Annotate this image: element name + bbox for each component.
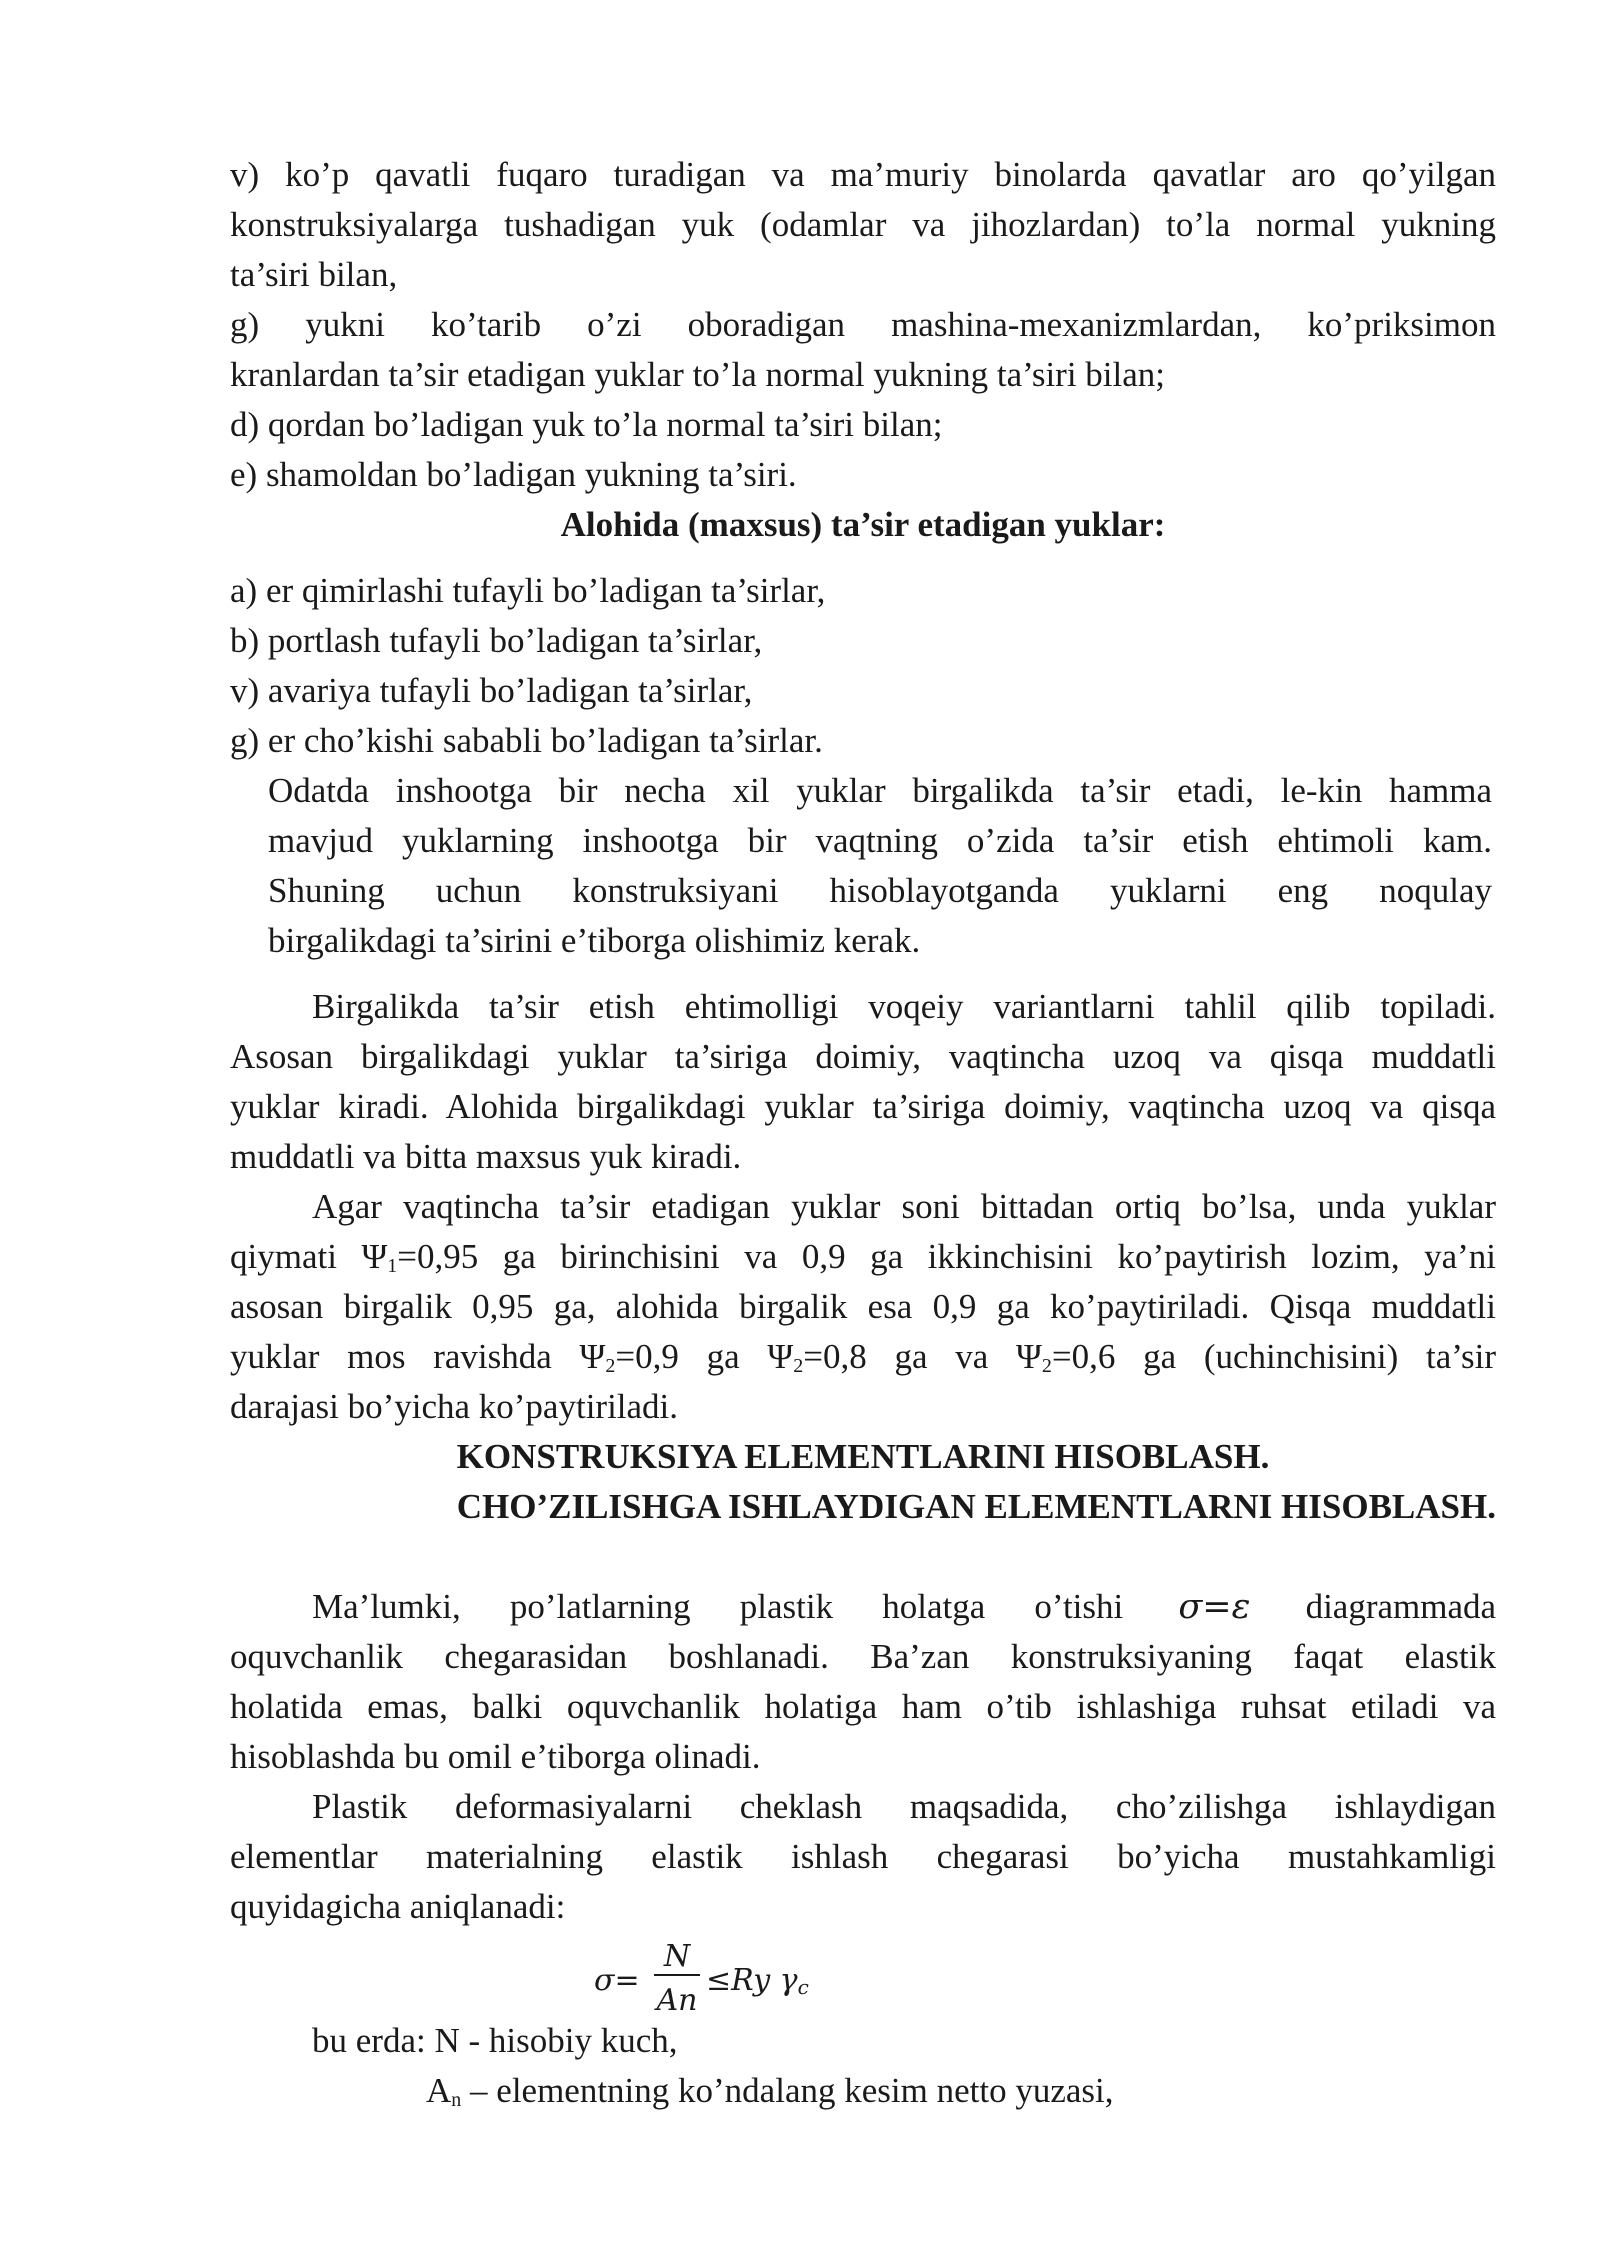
text-line: Agar vaqtincha ta’sir etadigan yuklar soni bittadan ortiq bo’lsa, unda yuklar <box>312 1187 1496 1226</box>
list-item-cont: konstruksiyalarga tushadigan yuk (odamlar va jihozlardan) to’la normal yukning <box>230 205 1496 244</box>
heading-konstruksiya: KONSTRUKSIYA ELEMENTLARINI HISOBLASH. <box>456 1437 1270 1476</box>
where-line: bu erda: N - hisobiy kuch, <box>312 2021 678 2060</box>
paragraph-plastic <box>230 1582 1496 1782</box>
text-line: elementlar materialning elastik ishlash chegarasi bo’yicha mustahkamligi <box>230 1837 1496 1876</box>
text-line: Birgalikda ta’sir etish ehtimolligi voqeiy variantlarni tahlil qilib topiladi. <box>312 987 1496 1026</box>
list-item-cont: kranlardan ta’sir etadigan yuklar to’la normal yukning ta’siri bilan; <box>230 355 1166 394</box>
text-span: =0,95 ga birinchisini va 0,9 ga ikkinchisini ko’paytirish lozim, ya’ni <box>397 1237 1496 1276</box>
text-line: birgalikdagi ta’sirini e’tiborga olishimiz kerak. <box>268 921 921 960</box>
text-line: mavjud yuklarning inshootga bir vaqtning o’zida ta’sir etish ehtimoli kam. <box>268 821 1492 860</box>
an-line <box>230 2066 1496 2116</box>
list-item-cont: ta’siri bilan, <box>230 255 398 294</box>
subscript: 1 <box>387 1255 398 1277</box>
list-item: b) portlash tufayli bo’ladigan ta’sirlar, <box>230 621 763 660</box>
subscript: 2 <box>1041 1355 1052 1377</box>
text-line: Plastik deformasiyalarni cheklash maqsadida, cho’zilishga ishlaydigan <box>312 1787 1496 1826</box>
text-span: =0,9 ga Ψ <box>615 1337 794 1376</box>
subscript: c <box>797 1975 809 1999</box>
text-line: muddatli va bitta maxsus yuk kiradi. <box>230 1137 742 1176</box>
text-span: =0,8 ga va Ψ <box>803 1337 1042 1376</box>
text-span: yuklar mos ravishda Ψ <box>230 1337 606 1376</box>
text-span: Ma’lumki, po’latlarning plastik holatga o’tishi <box>312 1587 1124 1626</box>
list-item: e) shamoldan bo’ladigan yukning ta’siri. <box>230 455 797 494</box>
formula-numerator: N <box>663 1939 691 1974</box>
paragraph-psi-coefficients <box>230 1182 1496 1432</box>
text-span: A <box>426 2071 452 2110</box>
text-span: qiymati Ψ <box>230 1237 388 1276</box>
text-line: hisoblashda bu omil e’tiborga olinadi. <box>230 1737 761 1776</box>
list-item: v) ko’p qavatli fuqaro turadigan va ma’muriy binolarda qavatlar aro qo’yilgan <box>230 155 1496 194</box>
text-line: holatida emas, balki oquvchanlik holatiga ham o’tib ishlashiga ruhsat etiladi va <box>230 1687 1496 1726</box>
paragraph-deformation <box>230 1782 1496 1932</box>
subscript: n <box>451 2089 462 2111</box>
heading-special-loads: Alohida (maxsus) ta’sir etadigan yuklar: <box>560 505 1166 544</box>
text-line: Asosan birgalikdagi yuklar ta’siriga doimiy, vaqtincha uzoq va qisqa muddatli <box>230 1037 1496 1076</box>
text-line: oquvchanlik chegarasidan boshlanadi. Ba’zan konstruksiyaning faqat elastik <box>230 1637 1496 1676</box>
list-item: g) yukni ko’tarib o’zi oboradigan mashina-mexanizmlardan, ko’priksimon <box>230 305 1496 344</box>
text-line: quyidagicha aniqlanadi: <box>230 1887 566 1926</box>
text-line: Shuning uchun konstruksiyani hisoblayotganda yuklarni eng noqulay <box>268 871 1492 910</box>
paragraph-combined-loads <box>268 766 1492 966</box>
formula-denominator: An <box>656 1983 698 2018</box>
text-line <box>230 1582 1496 1632</box>
text-line <box>230 1332 1496 1382</box>
list-special-loads <box>230 566 1496 766</box>
text-line: yuklar kiradi. Alohida birgalikdagi yuklar ta’siriga doimiy, vaqtincha uzoq va qisqa <box>230 1087 1496 1126</box>
formula-lhs: σ= <box>594 1963 640 1998</box>
formula-rhs-text: ≤Ry γ <box>706 1963 798 1998</box>
text-span: diagrammada <box>1305 1587 1497 1626</box>
list-item: a) er qimirlashi tufayli bo’ladigan ta’sirlar, <box>230 571 826 610</box>
list-item: v) avariya tufayli bo’ladigan ta’sirlar, <box>230 671 753 710</box>
text-span: – elementning ko’ndalang kesim netto yuzasi, <box>461 2071 1114 2110</box>
paragraph-probability <box>230 982 1496 1182</box>
list-item: d) qordan bo’ladigan yuk to’la normal ta’siri bilan; <box>230 405 943 444</box>
heading-chozilish: CHO’ZILISHGA ISHLAYDIGAN ELEMENTLARNI HISOBLASH. <box>456 1487 1496 1526</box>
subscript: 2 <box>793 1355 804 1377</box>
list-item: g) er cho’kishi sababli bo’ladigan ta’sirlar. <box>230 721 823 760</box>
document-page <box>230 150 1496 2116</box>
text-span: =0,6 ga (uchinchisini) ta’sir <box>1051 1337 1496 1376</box>
sigma-epsilon-math: σ=ε <box>1178 1587 1251 1627</box>
text-line: darajasi bo’yicha ko’paytiriladi. <box>230 1387 679 1426</box>
formula-rhs <box>706 1956 809 2006</box>
subscript: 2 <box>605 1355 616 1377</box>
list-normal-loads <box>230 150 1496 500</box>
strength-formula <box>230 1936 1496 2016</box>
text-line: Odatda inshootga bir necha xil yuklar birgalikda ta’sir etadi, le-kin hamma <box>268 771 1492 810</box>
text-line: asosan birgalik 0,95 ga, alohida birgalik esa 0,9 ga ko’paytiriladi. Qisqa muddatli <box>230 1287 1496 1326</box>
text-line <box>230 1232 1496 1282</box>
